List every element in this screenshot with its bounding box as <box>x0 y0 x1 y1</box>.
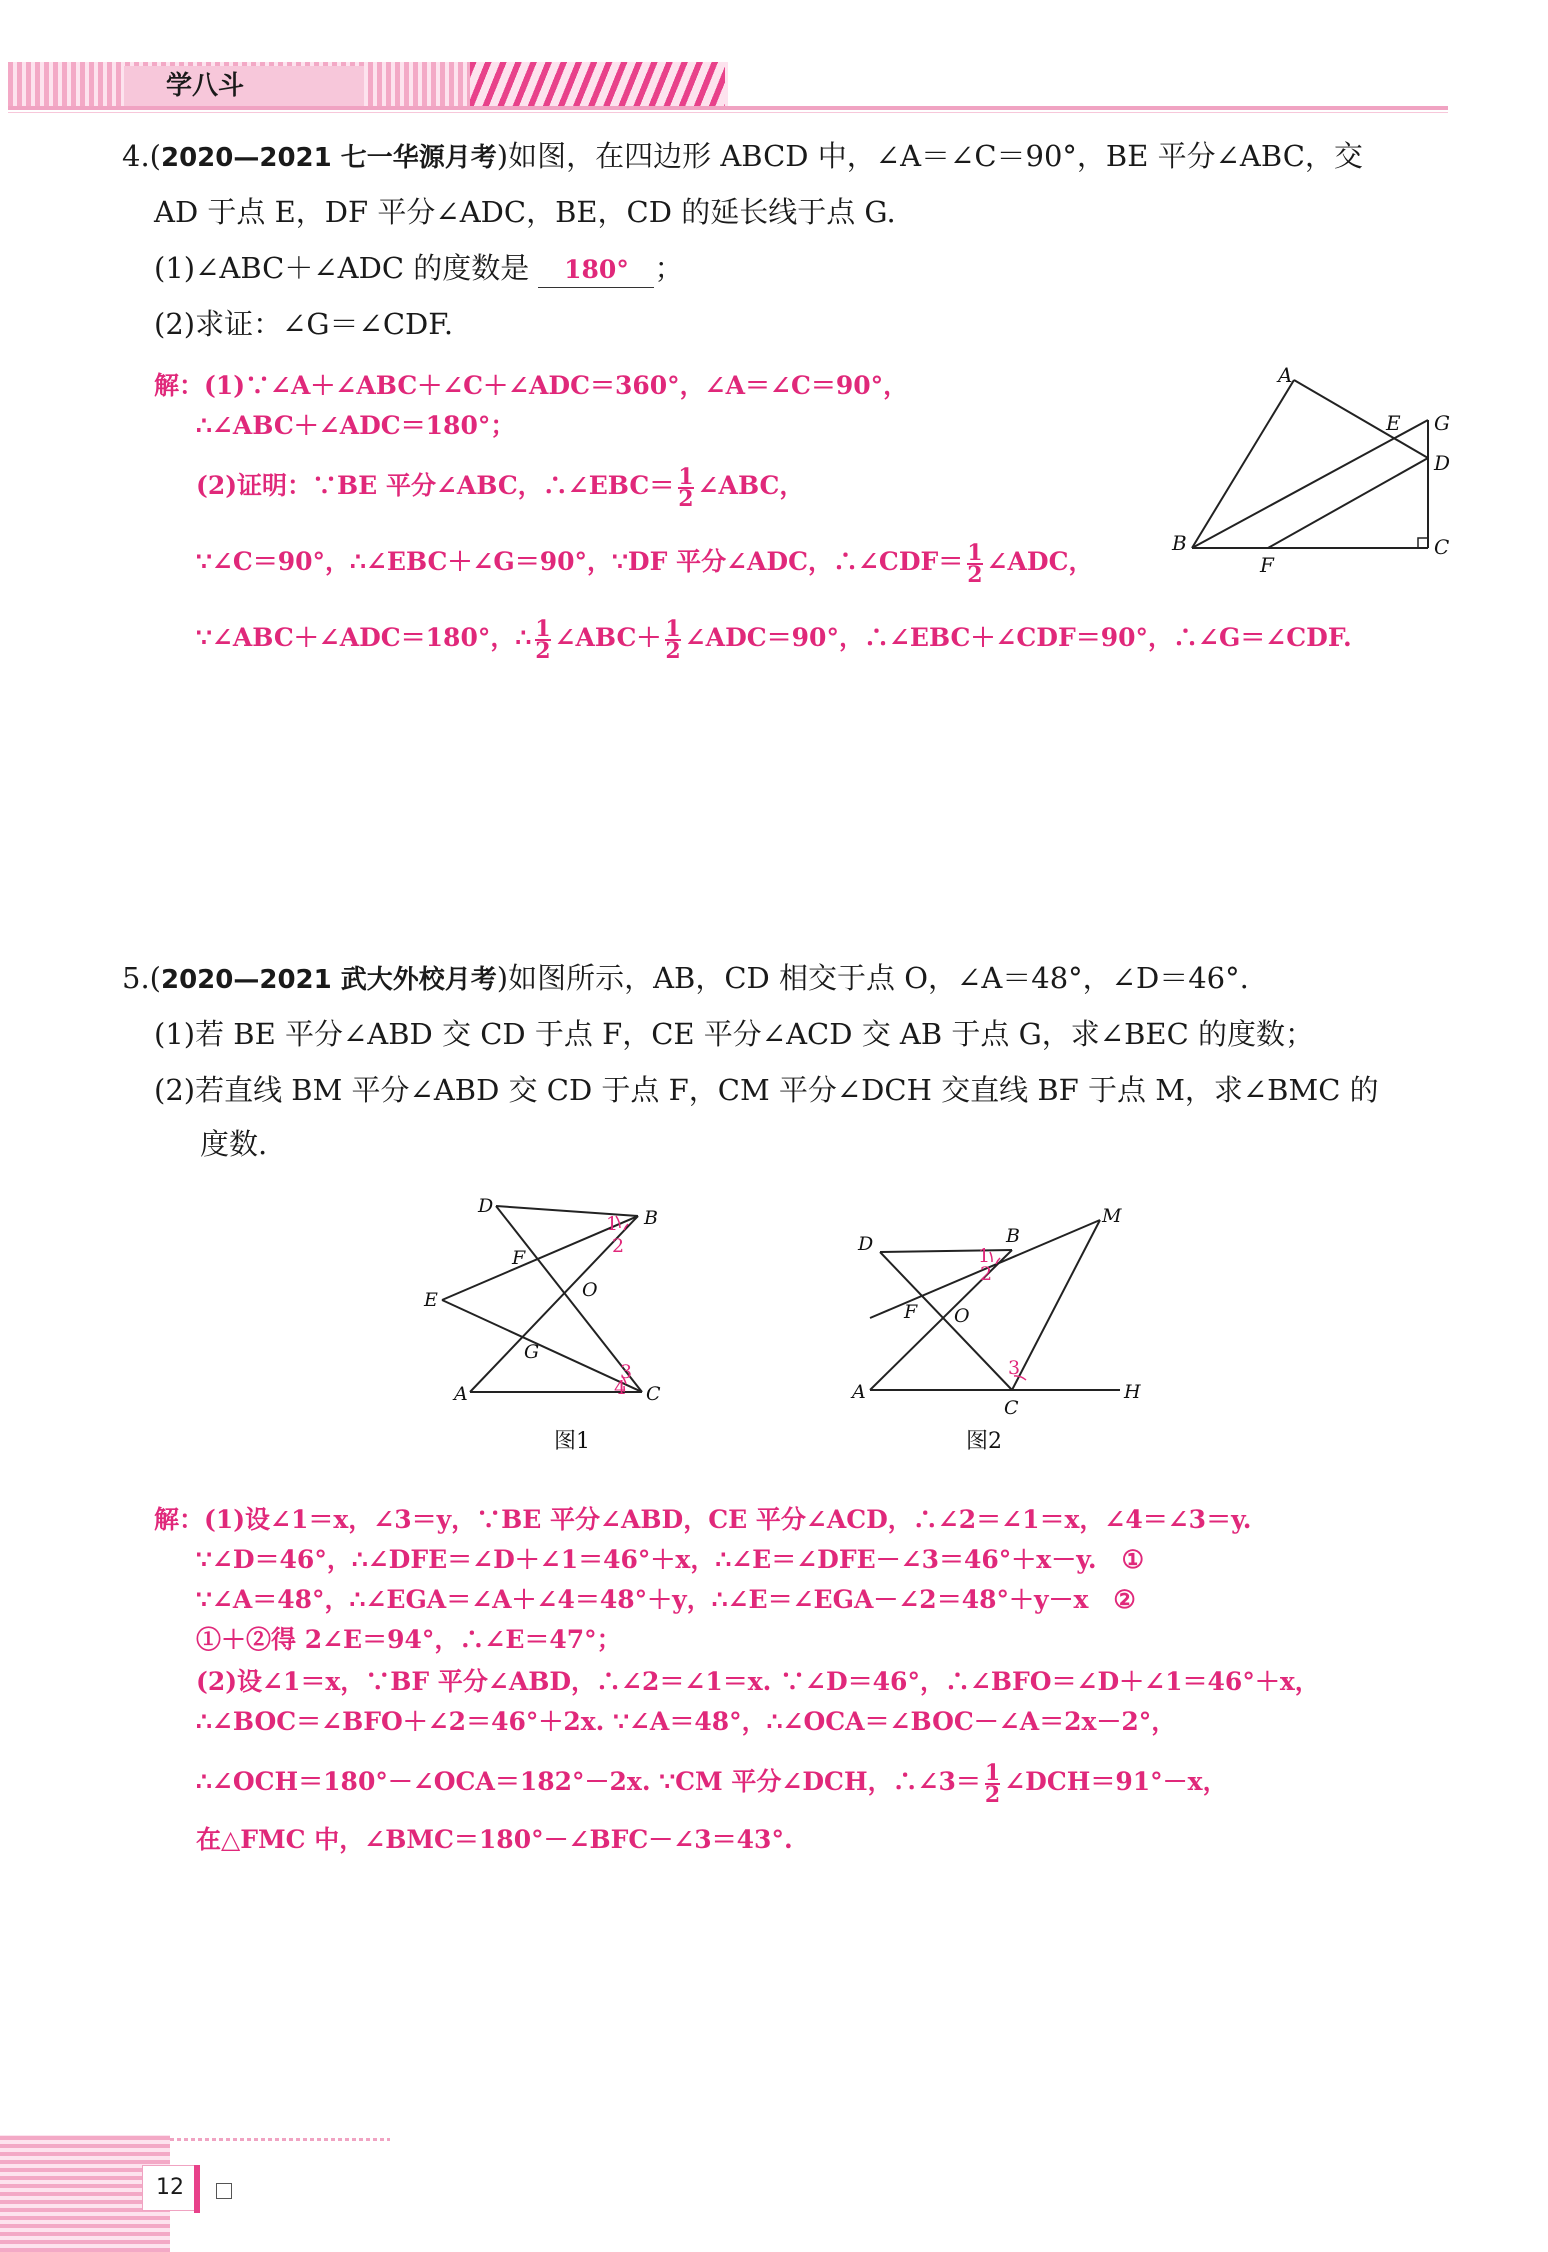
q4-sol-line3 <box>196 463 805 512</box>
fig2-label-D: D <box>858 1233 874 1255</box>
q5-line1: 5.(2020—2021 武大外校月考)如图所示，AB，CD 相交于点 O，∠A＝48°，∠D＝46°. <box>122 961 1249 995</box>
q5-stem-line1: 如图所示，AB，CD 相交于点 O，∠A＝48°，∠D＝46°. <box>508 961 1249 995</box>
header-rule <box>8 106 1448 110</box>
label-F: F <box>1260 553 1274 577</box>
q5-number: 5. <box>122 961 150 995</box>
q4-figure-quadrilateral <box>1160 360 1460 580</box>
label-G: G <box>1434 411 1450 435</box>
fig2-angle-1: 1 <box>978 1245 991 1267</box>
label-A: A <box>1278 363 1293 387</box>
frac-den: 2 <box>678 485 694 512</box>
seg-DF <box>1268 458 1428 548</box>
label-D: D <box>1434 451 1451 475</box>
fig1-label-D: D <box>478 1196 494 1217</box>
footer-dotted-rule <box>170 2138 390 2141</box>
fig1-angle-3: 3 <box>620 1361 633 1383</box>
q5-sol-line3: ∵∠A＝48°，∴∠EGA＝∠A＋∠4＝48°＋y，∴∠E＝∠EGA－∠2＝48°＋y－x ② <box>196 1585 1136 1614</box>
q5-sol-line2: ∵∠D＝46°，∴∠DFE＝∠D＋∠1＝46°＋x，∴∠E＝∠DFE－∠3＝46°＋x－y. ① <box>196 1545 1144 1574</box>
q4-part1 <box>154 240 684 296</box>
q5-sol-line8: 在△FMC 中，∠BMC＝180°－∠BFC－∠3＝43°. <box>196 1825 793 1854</box>
q4-sol-line2: ∴∠ABC＋∠ADC＝180°； <box>196 411 516 440</box>
fraction-half <box>984 1759 1001 1808</box>
q5-sol-line7-a: ∴∠OCH＝180°－∠OCA＝182°－2x. ∵CM 平分∠DCH，∴∠3＝ <box>196 1767 981 1796</box>
q4-sol-line3-a: (2)证明：∵BE 平分∠ABC，∴∠EBC＝ <box>196 471 675 500</box>
fraction-half <box>967 539 983 588</box>
q4-part1-text: (1)∠ABC＋∠ADC 的度数是 <box>154 251 530 285</box>
fig1-label-O: O <box>582 1279 598 1301</box>
q4-sol-line1: 解：(1)∵∠A＋∠ABC＋∠C＋∠ADC＝360°，∠A＝∠C＝90°， <box>154 371 909 400</box>
header-title: 学八斗 <box>124 66 364 106</box>
fig1-label-C: C <box>646 1383 661 1405</box>
fig2-angle-2: 2 <box>980 1263 993 1285</box>
seg-BG <box>1192 420 1428 548</box>
frac-num: 1 <box>665 615 681 642</box>
q4-line1: 4.(2020—2021 七一华源月考)如图，在四边形 ABCD 中，∠A＝∠C＝90°，BE 平分∠ABC，交 <box>122 139 1363 173</box>
label-C: C <box>1434 535 1450 559</box>
frac-den: 2 <box>967 561 983 588</box>
header-diagonal-stripes <box>470 62 725 110</box>
seg-CM <box>1012 1220 1100 1390</box>
q5-figure-1 <box>420 1196 710 1456</box>
fig2-caption: 图2 <box>966 1429 1002 1454</box>
frac-den: 2 <box>984 1781 1001 1808</box>
fig1-caption: 图1 <box>554 1429 590 1454</box>
fig1-label-E: E <box>424 1289 438 1311</box>
q4-sol-line4-b: ∠ADC， <box>986 547 1094 576</box>
q4-source: 2020—2021 七一华源月考 <box>161 143 497 173</box>
fig2-label-B: B <box>1006 1225 1020 1247</box>
frac-num: 1 <box>535 615 551 642</box>
fig1-label-F: F <box>512 1247 526 1269</box>
fig1-label-G: G <box>524 1341 540 1363</box>
q5-figure-2 <box>840 1200 1160 1456</box>
fig1-angle-2: 2 <box>612 1235 625 1257</box>
frac-num: 1 <box>984 1759 1001 1786</box>
q5-sol-line7 <box>196 1759 1228 1808</box>
label-B: B <box>1172 531 1187 555</box>
page-number: 12 <box>142 2165 198 2211</box>
q4-sol-line5-b: ∠ABC＋ <box>554 623 662 652</box>
header-rule-thin <box>8 112 1448 113</box>
fig1-angle-1: 1 <box>606 1213 619 1235</box>
q5-part2: (2)若直线 BM 平分∠ABD 交 CD 于点 F，CM 平分∠DCH 交直线 BF 于点 M，求∠BMC 的 <box>154 1073 1379 1107</box>
fig2-label-F: F <box>904 1301 918 1323</box>
q4-part1-answer: 180° <box>538 253 654 288</box>
fig2-label-M: M <box>1102 1205 1122 1227</box>
seg-AB <box>1192 380 1294 548</box>
frac-num: 1 <box>678 463 694 490</box>
q4-number: 4. <box>122 139 150 173</box>
q4-sol-line4 <box>196 539 1094 588</box>
q4-sol-line5-a: ∵∠ABC＋∠ADC＝180°，∴ <box>196 623 532 652</box>
seg-EC <box>442 1300 642 1392</box>
fig1-label-A: A <box>454 1383 468 1405</box>
page-square-marker <box>216 2183 232 2199</box>
frac-num: 1 <box>967 539 983 566</box>
q4-part1-end: ； <box>654 251 684 285</box>
fig2-label-O: O <box>954 1305 970 1327</box>
fraction-half <box>665 615 681 664</box>
q4-stem-line2: AD 于点 E，DF 平分∠ADC，BE，CD 的延长线于点 G. <box>154 195 896 229</box>
seg-AD <box>1294 380 1428 458</box>
fraction-half <box>535 615 551 664</box>
frac-den: 2 <box>535 637 551 664</box>
fig2-label-H: H <box>1124 1381 1141 1403</box>
q5-part1: (1)若 BE 平分∠ABD 交 CD 于点 F，CE 平分∠ACD 交 AB 于点 G，求∠BEC 的度数； <box>154 1017 1314 1051</box>
fig1-label-B: B <box>644 1207 658 1229</box>
seg-DB <box>880 1250 1012 1252</box>
right-angle-C <box>1418 538 1428 548</box>
q4-sol-line5-c: ∠ADC＝90°，∴∠EBC＋∠CDF＝90°，∴∠G＝∠CDF. <box>684 623 1352 652</box>
q5-part2-cont: 度数. <box>200 1127 268 1161</box>
fig2-label-C: C <box>1004 1397 1019 1419</box>
label-E: E <box>1386 411 1401 435</box>
q4-stem-line1: 如图，在四边形 ABCD 中，∠A＝∠C＝90°，BE 平分∠ABC，交 <box>508 139 1363 173</box>
frac-den: 2 <box>665 637 681 664</box>
fig1-angle-4: 4 <box>614 1377 627 1399</box>
q5-sol-line7-b: ∠DCH＝91°－x， <box>1004 1767 1228 1796</box>
fig2-arc-1 <box>990 1252 992 1262</box>
q5-source: 2020—2021 武大外校月考 <box>161 965 497 995</box>
fig2-label-A: A <box>852 1381 866 1403</box>
q5-sol-line6: ∴∠BOC＝∠BFO＋∠2＝46°＋2x. ∵∠A＝48°，∴∠OCA＝∠BOC－∠A＝2x－2°， <box>196 1707 1177 1736</box>
q4-part2-text: (2)求证：∠G＝∠CDF. <box>154 307 454 341</box>
page-number-accent <box>194 2165 200 2213</box>
q4-sol-line5 <box>196 615 1352 664</box>
q5-sol-line1: 解：(1)设∠1＝x，∠3＝y，∵BE 平分∠ABD，CE 平分∠ACD，∴∠2＝∠1＝x，∠4＝∠3＝y. <box>154 1505 1252 1534</box>
q4-sol-line4-a: ∵∠C＝90°，∴∠EBC＋∠G＝90°，∵DF 平分∠ADC，∴∠CDF＝ <box>196 547 964 576</box>
q4-sol-line3-b: ∠ABC， <box>697 471 805 500</box>
q5-sol-line5: (2)设∠1＝x，∵BF 平分∠ABD，∴∠2＝∠1＝x. ∵∠D＝46°，∴∠BFO＝∠D＋∠1＝46°＋x， <box>196 1667 1320 1696</box>
fraction-half <box>678 463 694 512</box>
q5-sol-line4: ①＋②得 2∠E＝94°，∴∠E＝47°； <box>196 1625 622 1654</box>
seg-DC <box>880 1252 1012 1390</box>
fig2-angle-3: 3 <box>1008 1357 1021 1379</box>
